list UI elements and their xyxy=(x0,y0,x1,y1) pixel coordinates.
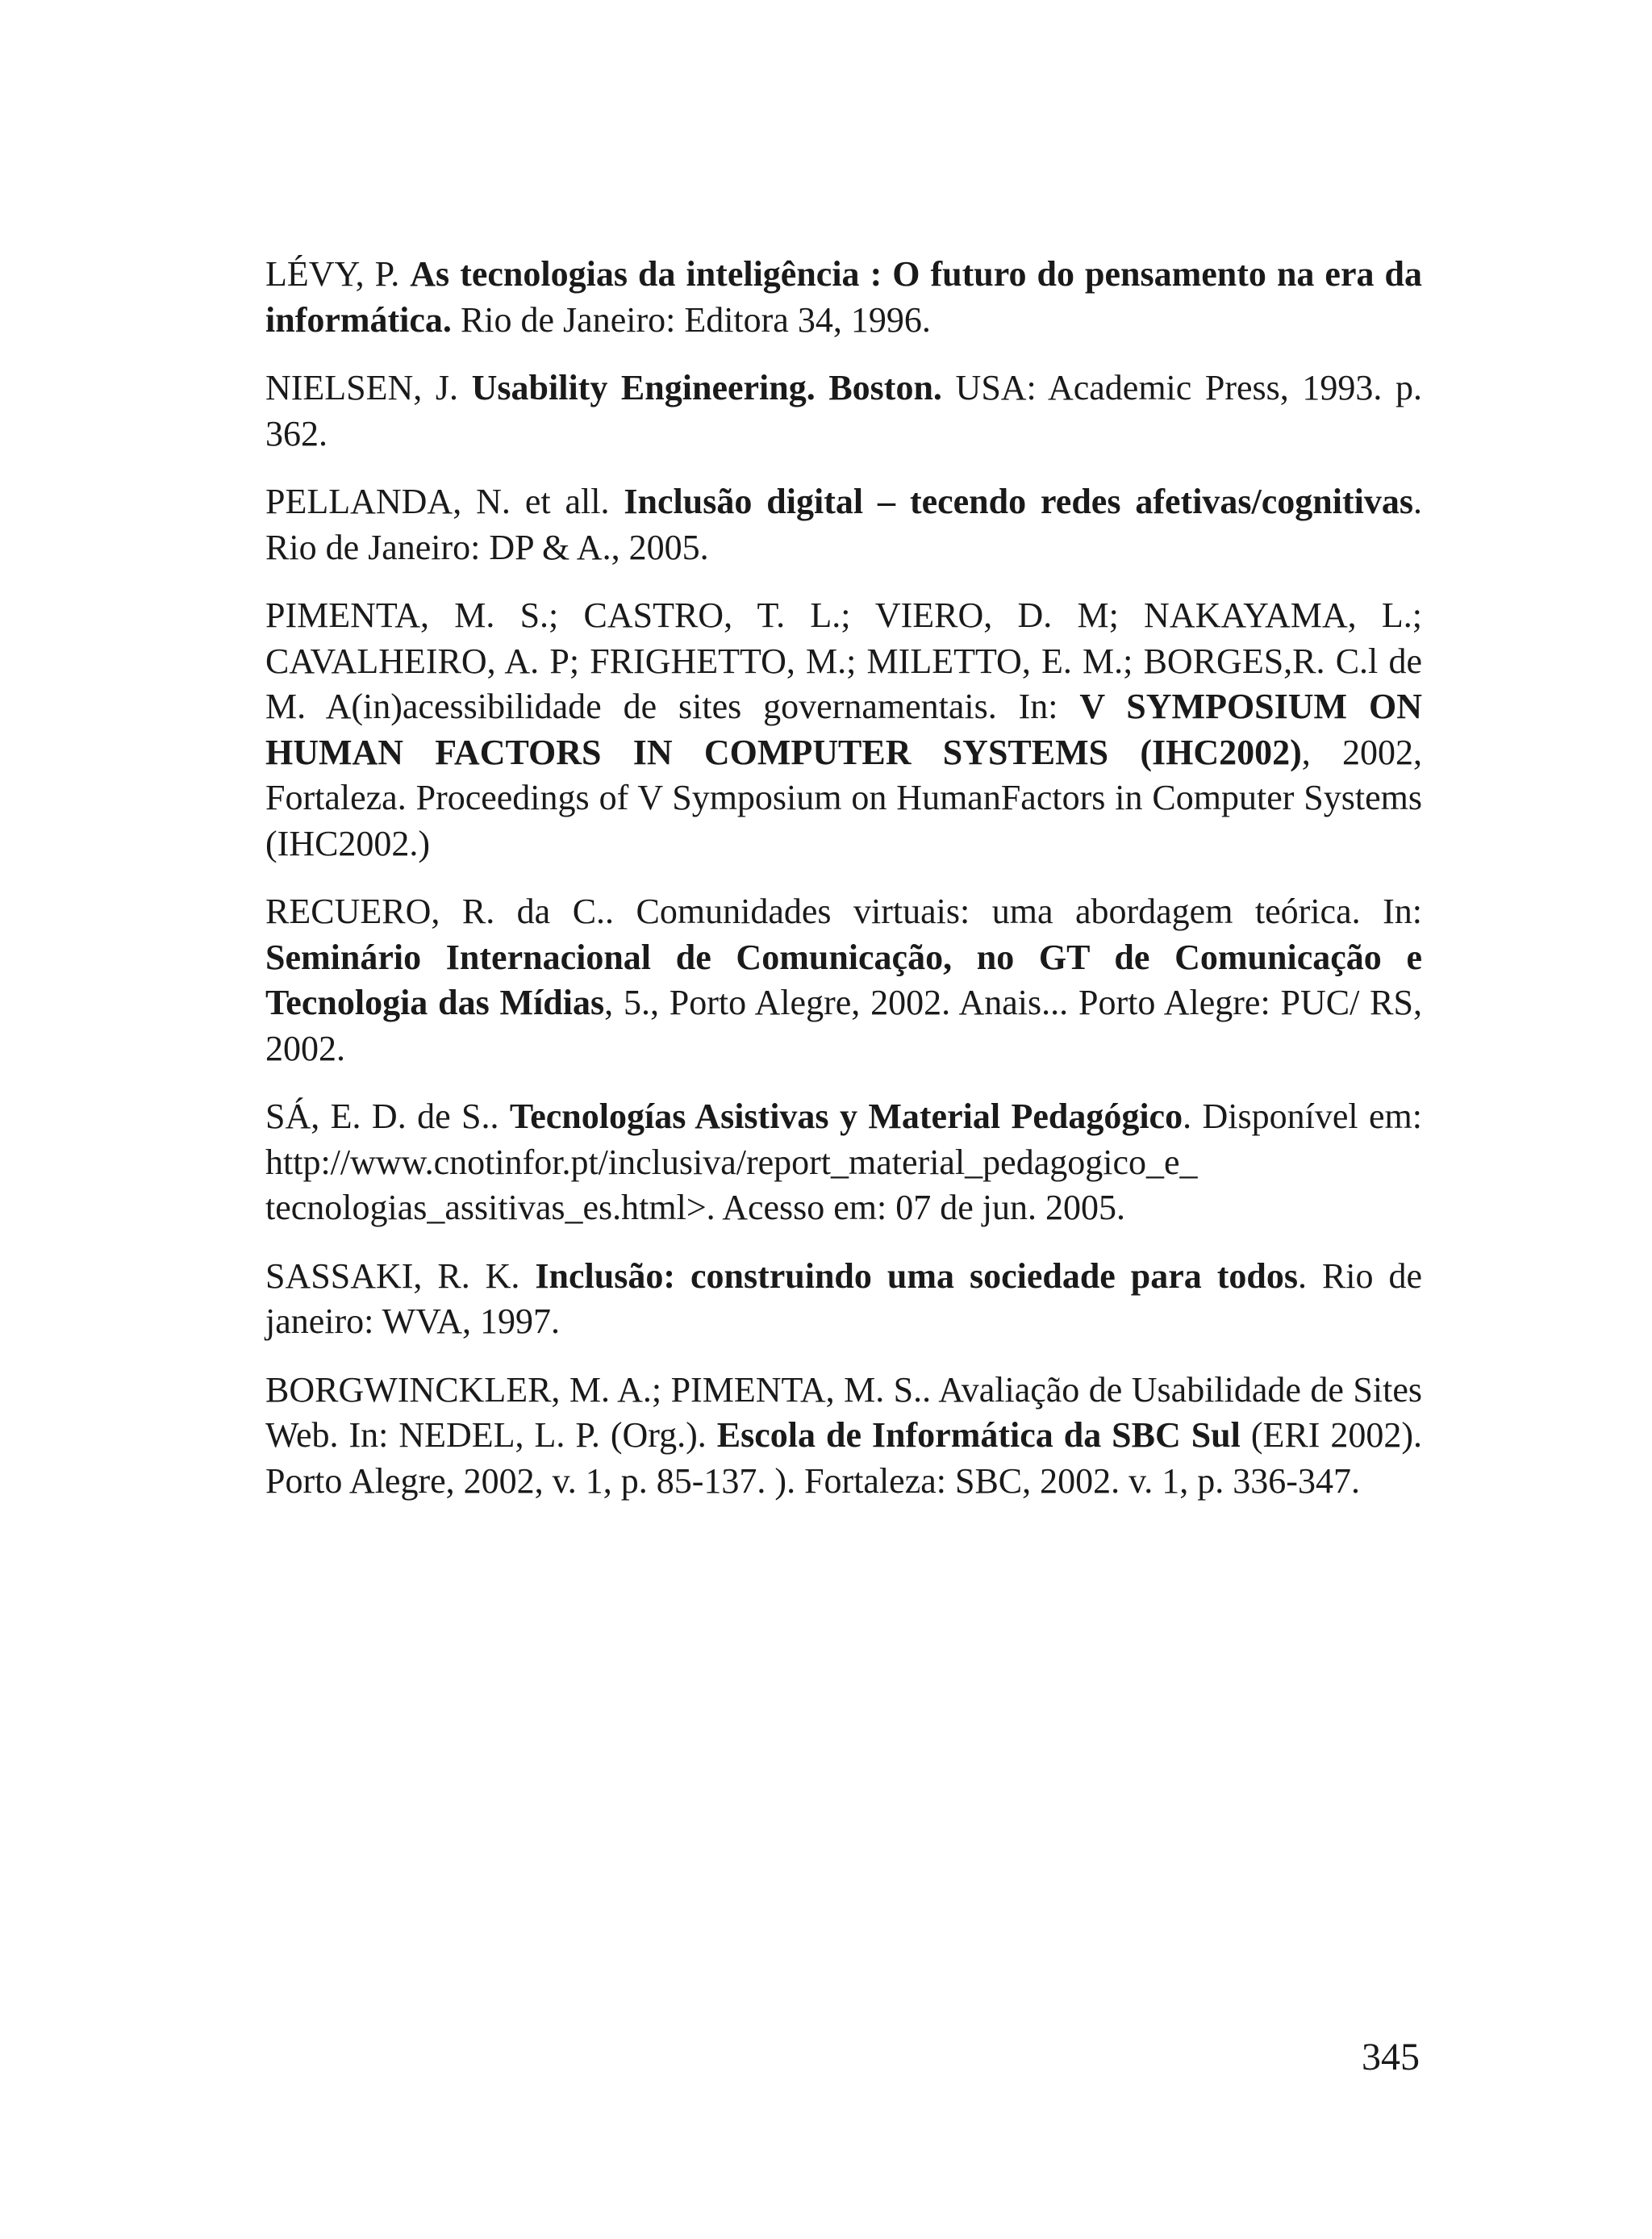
reference-authors: RECUERO, R. da C.. Comunidades virtuais: uma abordagem teórica. In: xyxy=(265,892,1422,931)
reference-title: V SYMPOSIUM ON HUMAN FACTORS IN COMPUTER SYSTEMS (IHC2002) xyxy=(265,687,1422,772)
page-number: 345 xyxy=(1362,2036,1420,2078)
reference-publication: . Rio de Janeiro: DP & A., 2005. xyxy=(265,482,1422,567)
reference-publication: , 2002, Fortaleza. Proceedings of V Symposium on HumanFactors in Computer Systems (IHC2002.) xyxy=(265,732,1423,863)
reference-publication: . Rio de janeiro: WVA, 1997. xyxy=(265,1255,1423,1341)
reference-entry-levy xyxy=(265,252,1422,343)
reference-entry-pimenta xyxy=(265,593,1422,867)
reference-publication: (ERI 2002). Porto Alegre, 2002, v. 1, p. 85-137. ). Fortaleza: SBC, 2002. v. 1, p. 336-347. xyxy=(265,1415,1422,1501)
reference-entry-borgwinckler xyxy=(265,1368,1422,1505)
reference-title: Usability Engineering. Boston. xyxy=(471,368,942,407)
reference-entry-pellanda xyxy=(265,479,1422,570)
reference-entry-nielsen xyxy=(265,366,1422,457)
reference-authors: SÁ, E. D. de S.. xyxy=(265,1097,510,1136)
reference-authors: NIELSEN, J. xyxy=(265,368,472,407)
reference-authors: BORGWINCKLER, M. A.; PIMENTA, M. S.. Avaliação de Usabilidade de Sites Web. In: NEDEL, L. P. (Org.). xyxy=(265,1369,1422,1455)
reference-entry-recuero xyxy=(265,889,1422,1071)
reference-publication: USA: Academic Press, 1993. p. 362. xyxy=(265,368,1422,453)
reference-authors: SASSAKI, R. K. xyxy=(265,1255,536,1296)
reference-entry-sassaki xyxy=(265,1254,1422,1345)
reference-publication: . Disponível em: http://www.cnotinfor.pt/inclusiva/report_material_pedagogico_e_ tecnologias_assitivas_es.html>. Acesso em: 07 de jun. 2005. xyxy=(265,1097,1422,1227)
reference-publication: , 5., Porto Alegre, 2002. Anais... Porto Alegre: PUC/ RS, 2002. xyxy=(265,983,1422,1068)
reference-entry-sa xyxy=(265,1094,1422,1231)
reference-list xyxy=(265,252,1422,1527)
reference-title: Inclusão: construindo uma sociedade para todos xyxy=(535,1255,1298,1296)
reference-authors: LÉVY, P. xyxy=(265,254,411,294)
reference-title: Inclusão digital – tecendo redes afetivas/cognitivas xyxy=(624,482,1413,521)
reference-publication: Rio de Janeiro: Editora 34, 1996. xyxy=(451,299,931,340)
reference-title: Seminário Internacional de Comunicação, no GT de Comunicação e Tecnologia das Mídias xyxy=(265,937,1422,1022)
reference-authors: PELLANDA, N. et all. xyxy=(265,482,624,521)
reference-authors: PIMENTA, M. S.; CASTRO, T. L.; VIERO, D. M; NAKAYAMA, L.; CAVALHEIRO, A. P; FRIGHETTO, M.; MILETTO, E. M.; BORGES,R. C.l de M. A(in)acessibilidade de sites governamentais. In: xyxy=(265,595,1422,726)
reference-title: As tecnologias da inteligência : O futuro do pensamento na era da informática. xyxy=(265,254,1422,340)
reference-title: Escola de Informática da SBC Sul xyxy=(716,1415,1241,1455)
reference-title: Tecnologías Asistivas y Material Pedagógico xyxy=(509,1097,1183,1136)
